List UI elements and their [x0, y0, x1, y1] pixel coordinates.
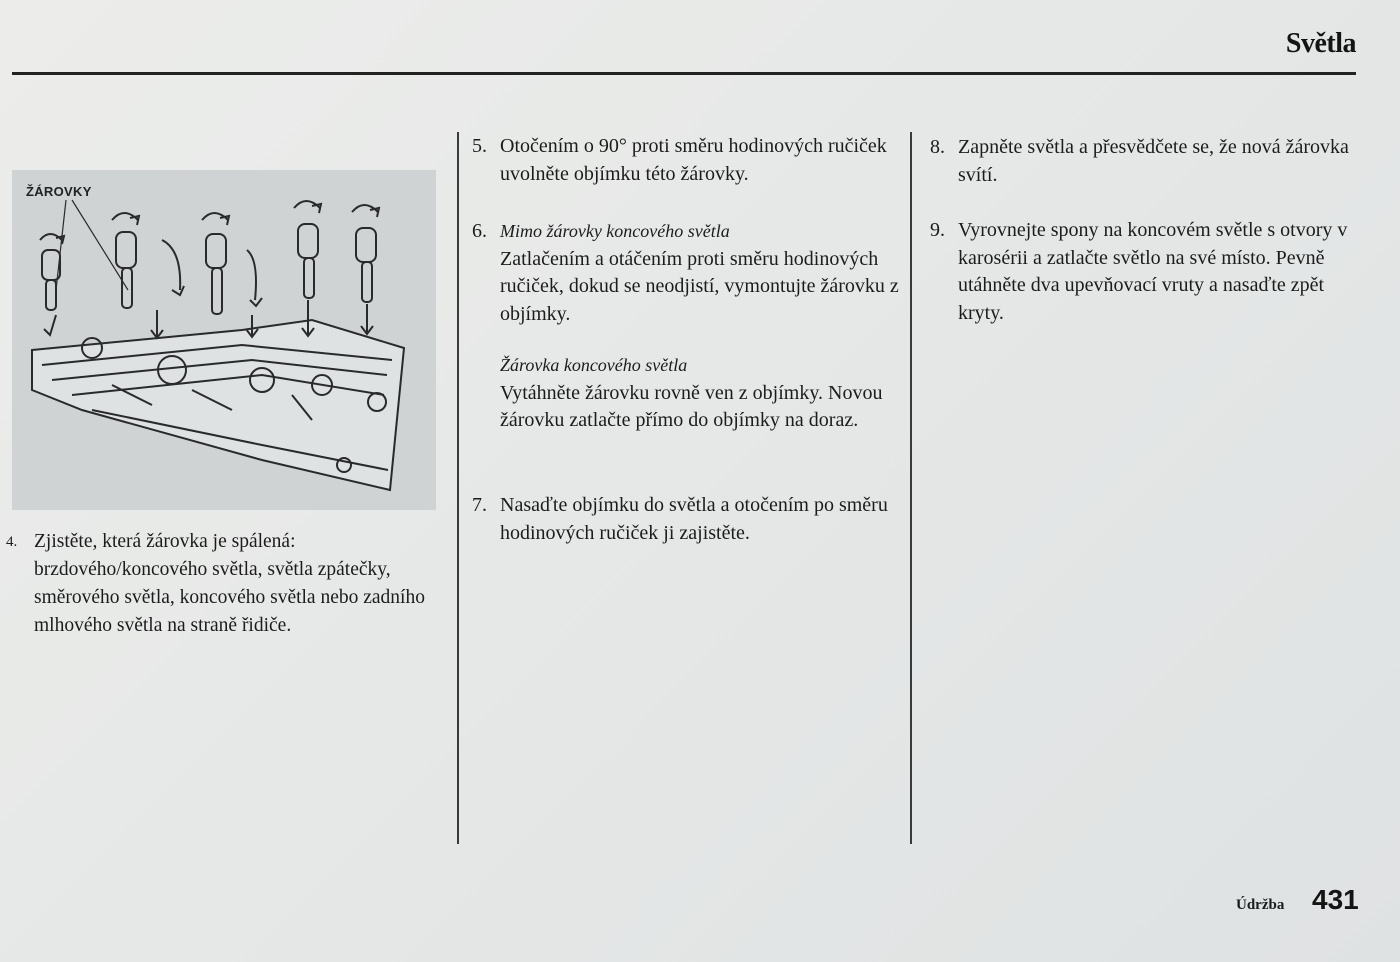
substep-text: Vytáhněte žárovku rovně ven z objímky. Novou žárovku zatlačte přímo do objímky na doraz. [500, 381, 883, 431]
header-rule [12, 72, 1356, 75]
footer-section-name: Údržba [1236, 897, 1285, 913]
step-text: Zapněte světla a přesvědčete se, že nová žárovka svítí. [958, 136, 1349, 186]
step-number: 4. [6, 534, 18, 550]
substep-non-tail-bulb [500, 218, 902, 328]
step-text: Zjistěte, která žárovka je spálená: brzdového/koncového světla, světla zpátečky, směrového světla, koncového světla nebo zadního mlhového světla na straně řidiče. [34, 531, 425, 636]
step-4 [6, 528, 426, 640]
step-8 [930, 134, 1350, 189]
step-5 [472, 133, 892, 188]
step-7 [472, 492, 902, 547]
step-9 [930, 217, 1350, 327]
column-divider-2 [910, 132, 912, 844]
substep-text: Zatlačením a otáčením proti směru hodinových ručiček, dokud se neodjistí, vymontujte žárovku z objímky. [500, 247, 899, 325]
step-text: Nasaďte objímku do světla a otočením po směru hodinových ručiček ji zajistěte. [500, 494, 888, 544]
bulbs-label: ŽÁROVKY [26, 184, 92, 199]
step-number: 9. [930, 219, 945, 241]
substep-tail-bulb [500, 352, 902, 435]
step-number: 8. [930, 136, 945, 158]
step-number: 7. [472, 494, 487, 516]
step-number: 6. [472, 220, 487, 242]
step-6 [472, 218, 902, 435]
page-number: 431 [1312, 884, 1359, 915]
substep-title: Mimo žárovky koncového světla [500, 221, 730, 241]
taillight-assembly-drawing [12, 170, 436, 510]
step-text: Otočením o 90° proti směru hodinových ručiček uvolněte objímku této žárovky. [500, 135, 887, 185]
step-text: Vyrovnejte spony na koncovém světle s otvory v karosérii a zatlačte světlo na své místo. Pevně utáhněte dva upevňovací vruty a nasaďte zpět kryty. [958, 219, 1348, 324]
column-divider-1 [457, 132, 459, 844]
substep-title: Žárovka koncového světla [500, 355, 688, 375]
step-number: 5. [472, 135, 487, 157]
bulb-illustration [12, 170, 436, 510]
page-title: Světla [1285, 28, 1356, 59]
